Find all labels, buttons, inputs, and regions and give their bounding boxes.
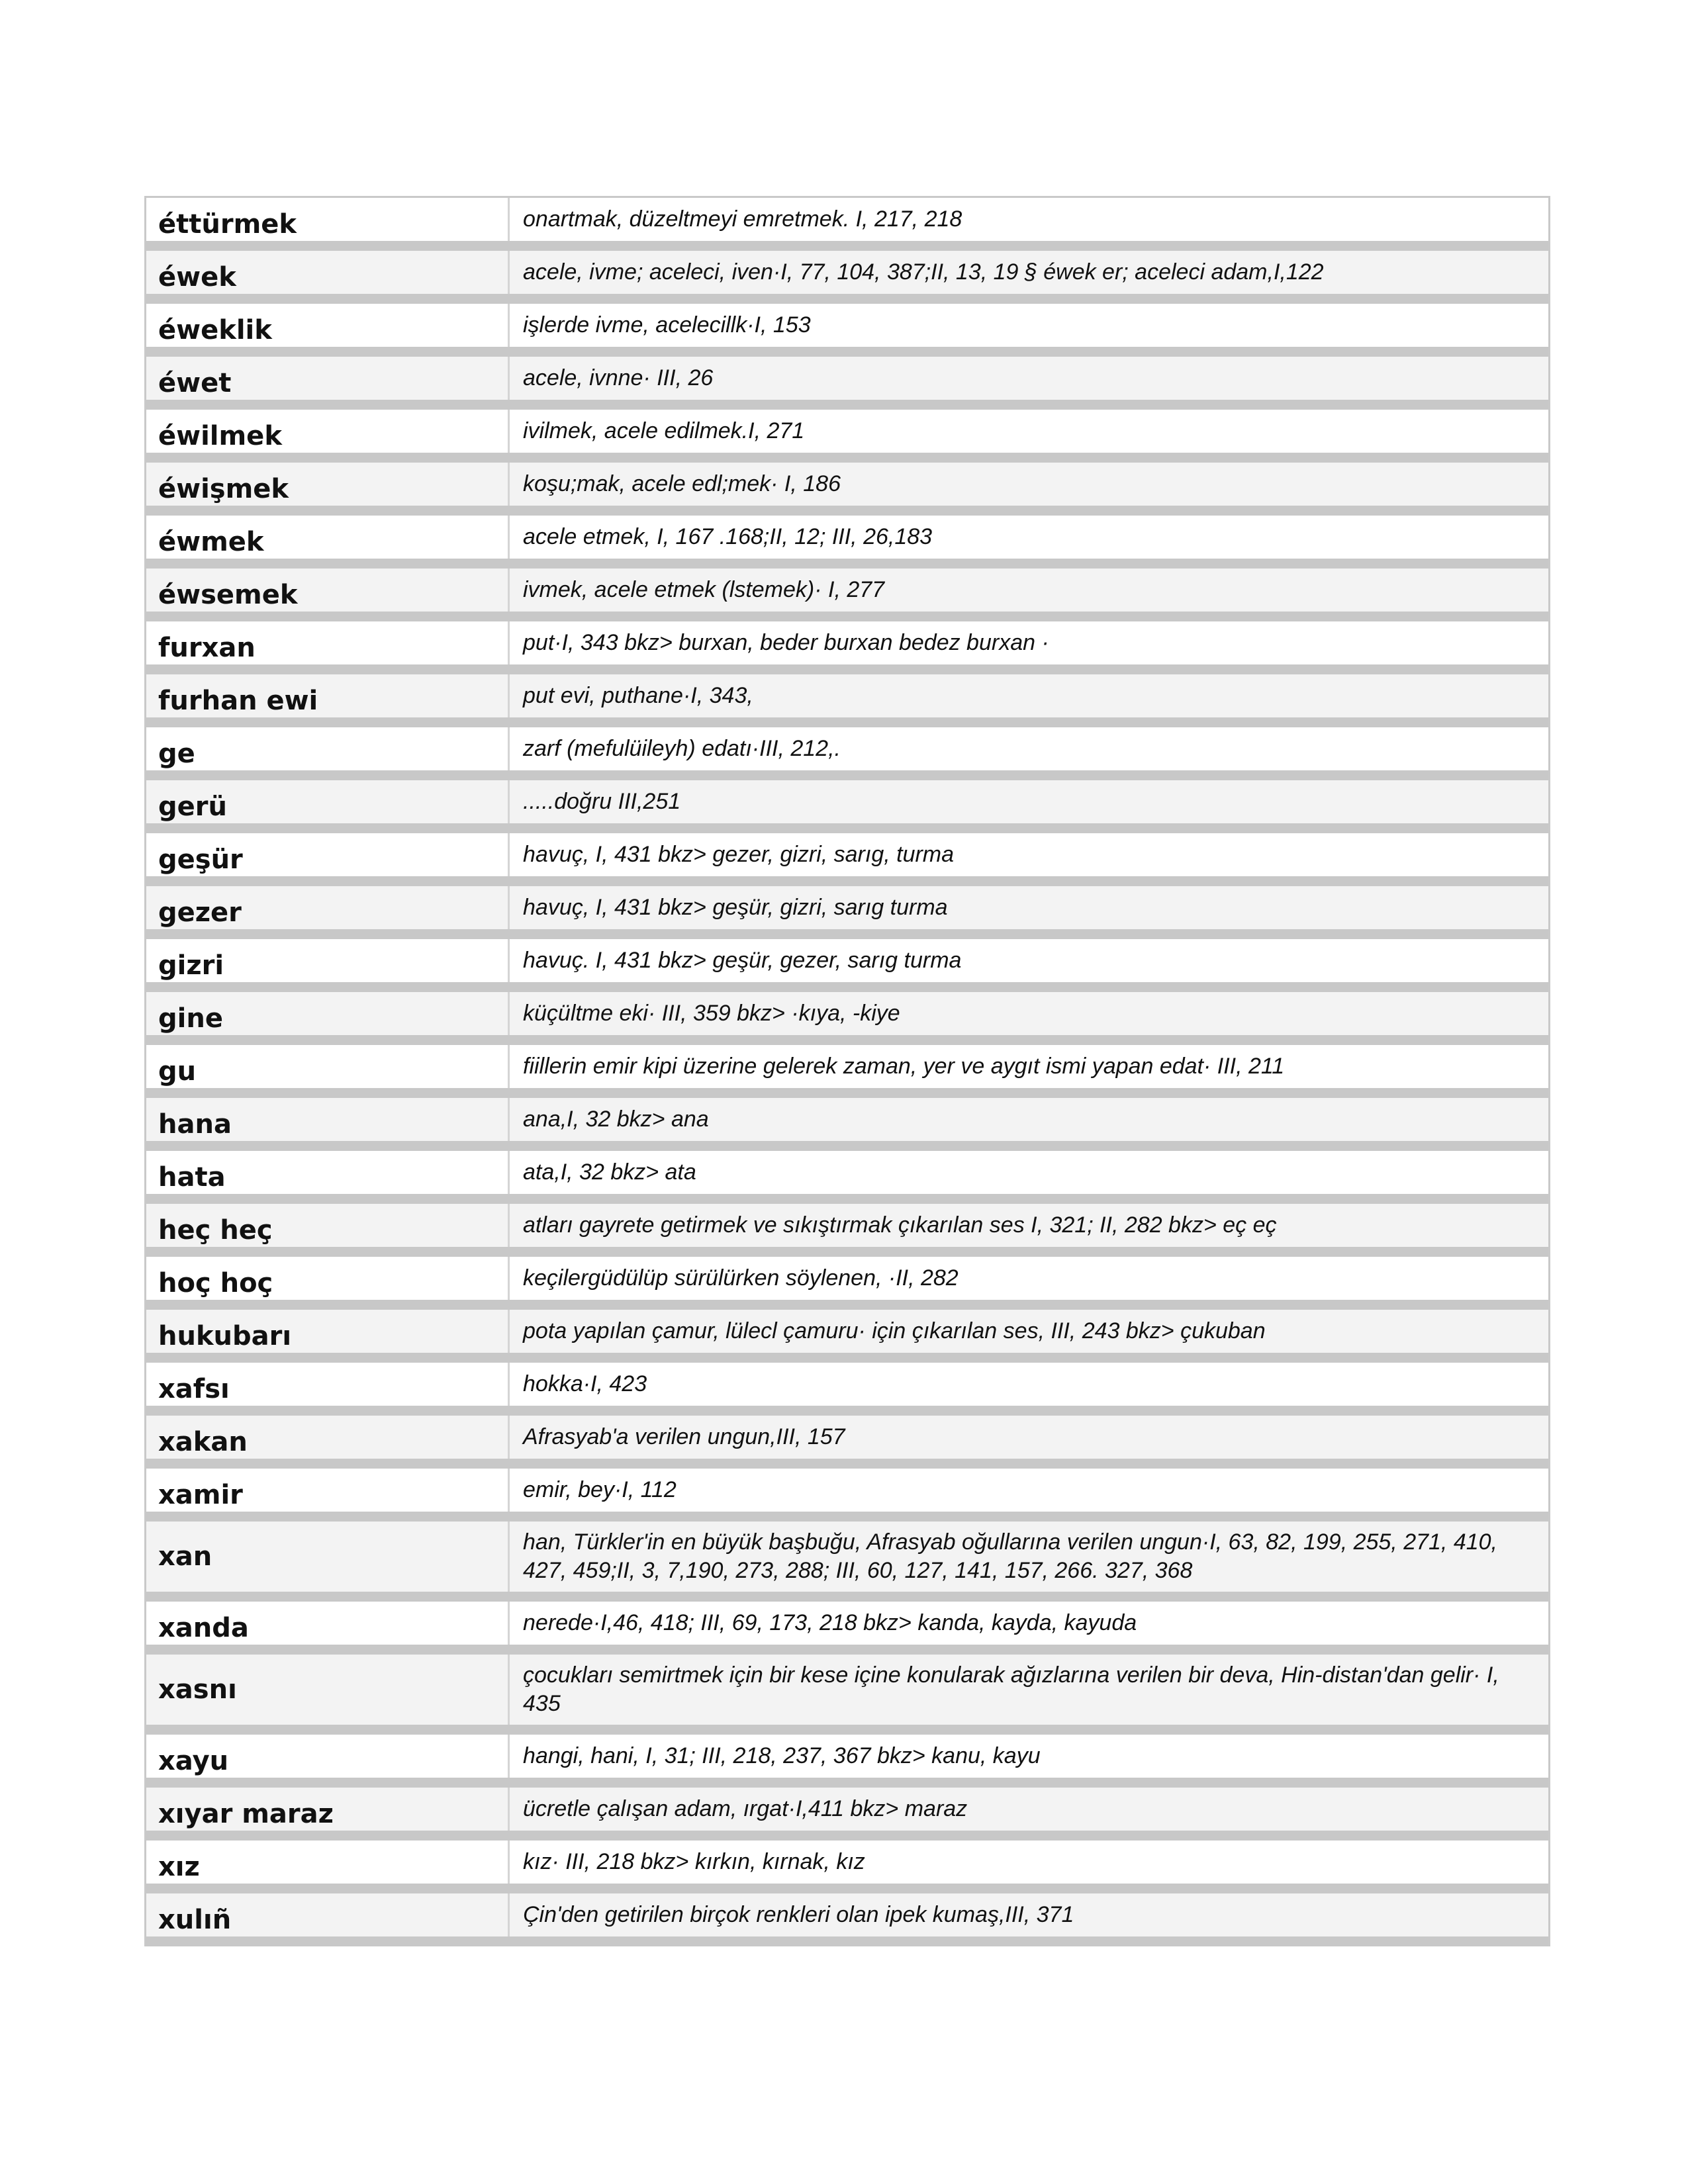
entry-term: hata bbox=[146, 1151, 510, 1194]
entry-term: hoç hoç bbox=[146, 1257, 510, 1300]
entry-term: hana bbox=[146, 1098, 510, 1141]
entry-term: xasnı bbox=[146, 1655, 510, 1725]
entry-definition: acele etmek, I, 167 .168;II, 12; III, 26,183 bbox=[510, 516, 1548, 559]
entry-definition: acele, ivnne· III, 26 bbox=[510, 357, 1548, 400]
entry-definition: havuç, I, 431 bkz> gezer, gizri, sarıg, turma bbox=[510, 833, 1548, 876]
table-row bbox=[146, 1257, 1548, 1310]
table-row bbox=[146, 1151, 1548, 1204]
table-row bbox=[146, 304, 1548, 357]
entry-term: xız bbox=[146, 1841, 510, 1884]
entry-definition: ivilmek, acele edilmek.I, 271 bbox=[510, 410, 1548, 453]
entry-term: heç heç bbox=[146, 1204, 510, 1247]
entry-definition: zarf (mefulüileyh) edatı·III, 212,. bbox=[510, 727, 1548, 770]
entry-term: éwmek bbox=[146, 516, 510, 559]
entry-term: gezer bbox=[146, 886, 510, 929]
entry-definition: koşu;mak, acele edl;mek· I, 186 bbox=[510, 463, 1548, 506]
entry-definition: hokka·I, 423 bbox=[510, 1363, 1548, 1406]
entry-definition: atları gayrete getirmek ve sıkıştırmak çıkarılan ses I, 321; II, 282 bkz> eç eç bbox=[510, 1204, 1548, 1247]
table-row bbox=[146, 1204, 1548, 1257]
entry-definition: nerede·I,46, 418; III, 69, 173, 218 bkz> kanda, kayda, kayuda bbox=[510, 1602, 1548, 1645]
entry-term: gine bbox=[146, 992, 510, 1035]
table-row bbox=[146, 1735, 1548, 1788]
table-row bbox=[146, 1310, 1548, 1363]
entry-term: xakan bbox=[146, 1416, 510, 1459]
entry-definition: kız· III, 218 bkz> kırkın, kırnak, kız bbox=[510, 1841, 1548, 1884]
entry-term: éwişmek bbox=[146, 463, 510, 506]
entry-term: éwet bbox=[146, 357, 510, 400]
entry-definition: put evi, puthane·I, 343, bbox=[510, 674, 1548, 717]
entry-definition: küçültme eki· III, 359 bkz> ·kıya, -kiye bbox=[510, 992, 1548, 1035]
table-row bbox=[146, 1893, 1548, 1946]
entry-term: xan bbox=[146, 1522, 510, 1592]
table-row bbox=[146, 939, 1548, 992]
table-row bbox=[146, 780, 1548, 833]
entry-term: gu bbox=[146, 1045, 510, 1088]
entry-definition: ücretle çalışan adam, ırgat·I,411 bkz> maraz bbox=[510, 1788, 1548, 1831]
entry-definition: hangi, hani, I, 31; III, 218, 237, 367 bkz> kanu, kayu bbox=[510, 1735, 1548, 1778]
table-row bbox=[146, 1416, 1548, 1469]
entry-term: hukubarı bbox=[146, 1310, 510, 1353]
entry-definition: ana,I, 32 bkz> ana bbox=[510, 1098, 1548, 1141]
entry-term: furxan bbox=[146, 621, 510, 664]
entry-definition: çocukları semirtmek için bir kese içine konularak ağızlarına verilen bir deva, Hin-distan'dan gelir· I, 435 bbox=[510, 1655, 1548, 1725]
entry-term: xıyar maraz bbox=[146, 1788, 510, 1831]
table-row bbox=[146, 1841, 1548, 1893]
entry-definition: .....doğru III,251 bbox=[510, 780, 1548, 823]
table-row bbox=[146, 674, 1548, 727]
entry-term: ge bbox=[146, 727, 510, 770]
table-row bbox=[146, 992, 1548, 1045]
table-row bbox=[146, 1522, 1548, 1602]
table-row bbox=[146, 833, 1548, 886]
entry-definition: emir, bey·I, 112 bbox=[510, 1469, 1548, 1512]
table-row bbox=[146, 1788, 1548, 1841]
table-row bbox=[146, 569, 1548, 621]
entry-term: gerü bbox=[146, 780, 510, 823]
entry-definition: Çin'den getirilen birçok renkleri olan ipek kumaş,III, 371 bbox=[510, 1893, 1548, 1936]
entry-term: geşür bbox=[146, 833, 510, 876]
table-row bbox=[146, 463, 1548, 516]
table-row bbox=[146, 621, 1548, 674]
entry-term: éweklik bbox=[146, 304, 510, 347]
entry-definition: ata,I, 32 bkz> ata bbox=[510, 1151, 1548, 1194]
table-row bbox=[146, 410, 1548, 463]
entry-term: furhan ewi bbox=[146, 674, 510, 717]
entry-term: éwsemek bbox=[146, 569, 510, 612]
entry-term: éttürmek bbox=[146, 198, 510, 241]
table-row bbox=[146, 886, 1548, 939]
table-row bbox=[146, 1045, 1548, 1098]
table-row bbox=[146, 1363, 1548, 1416]
entry-term: xayu bbox=[146, 1735, 510, 1778]
entry-term: xulıñ bbox=[146, 1893, 510, 1936]
glossary-table bbox=[144, 196, 1550, 1946]
entry-definition: havuç. I, 431 bkz> geşür, gezer, sarıg turma bbox=[510, 939, 1548, 982]
entry-term: éwilmek bbox=[146, 410, 510, 453]
entry-term: éwek bbox=[146, 251, 510, 294]
entry-definition: Afrasyab'a verilen ungun,III, 157 bbox=[510, 1416, 1548, 1459]
entry-term: xafsı bbox=[146, 1363, 510, 1406]
entry-term: xamir bbox=[146, 1469, 510, 1512]
entry-definition: acele, ivme; aceleci, iven·I, 77, 104, 387;II, 13, 19 § éwek er; aceleci adam,I,122 bbox=[510, 251, 1548, 294]
entry-definition: ivmek, acele etmek (lstemek)· I, 277 bbox=[510, 569, 1548, 612]
entry-definition: onartmak, düzeltmeyi emretmek. I, 217, 218 bbox=[510, 198, 1548, 241]
table-row bbox=[146, 1602, 1548, 1655]
table-row bbox=[146, 198, 1548, 251]
entry-definition: pota yapılan çamur, lülecl çamuru· için çıkarılan ses, III, 243 bkz> çukuban bbox=[510, 1310, 1548, 1353]
table-row bbox=[146, 1469, 1548, 1522]
entry-term: gizri bbox=[146, 939, 510, 982]
entry-definition: keçilergüdülüp sürülürken söylenen, ·II, 282 bbox=[510, 1257, 1548, 1300]
table-row bbox=[146, 357, 1548, 410]
table-row bbox=[146, 251, 1548, 304]
table-row bbox=[146, 727, 1548, 780]
entry-definition: işlerde ivme, acelecillk·I, 153 bbox=[510, 304, 1548, 347]
entry-definition: fiillerin emir kipi üzerine gelerek zaman, yer ve aygıt ismi yapan edat· III, 211 bbox=[510, 1045, 1548, 1088]
entry-term: xanda bbox=[146, 1602, 510, 1645]
table-row bbox=[146, 1098, 1548, 1151]
entry-definition: han, Türkler'in en büyük başbuğu, Afrasyab oğullarına verilen ungun·I, 63, 82, 199, 255, 271, 410, 427, 459;II, 3, 7,190, 273, 288; III, 60, 127, 141, 157, 266. 327, 368 bbox=[510, 1522, 1548, 1592]
table-row bbox=[146, 1655, 1548, 1735]
entry-definition: havuç, I, 431 bkz> geşür, gizri, sarıg turma bbox=[510, 886, 1548, 929]
table-row bbox=[146, 516, 1548, 569]
entry-definition: put·I, 343 bkz> burxan, beder burxan bedez burxan · bbox=[510, 621, 1548, 664]
